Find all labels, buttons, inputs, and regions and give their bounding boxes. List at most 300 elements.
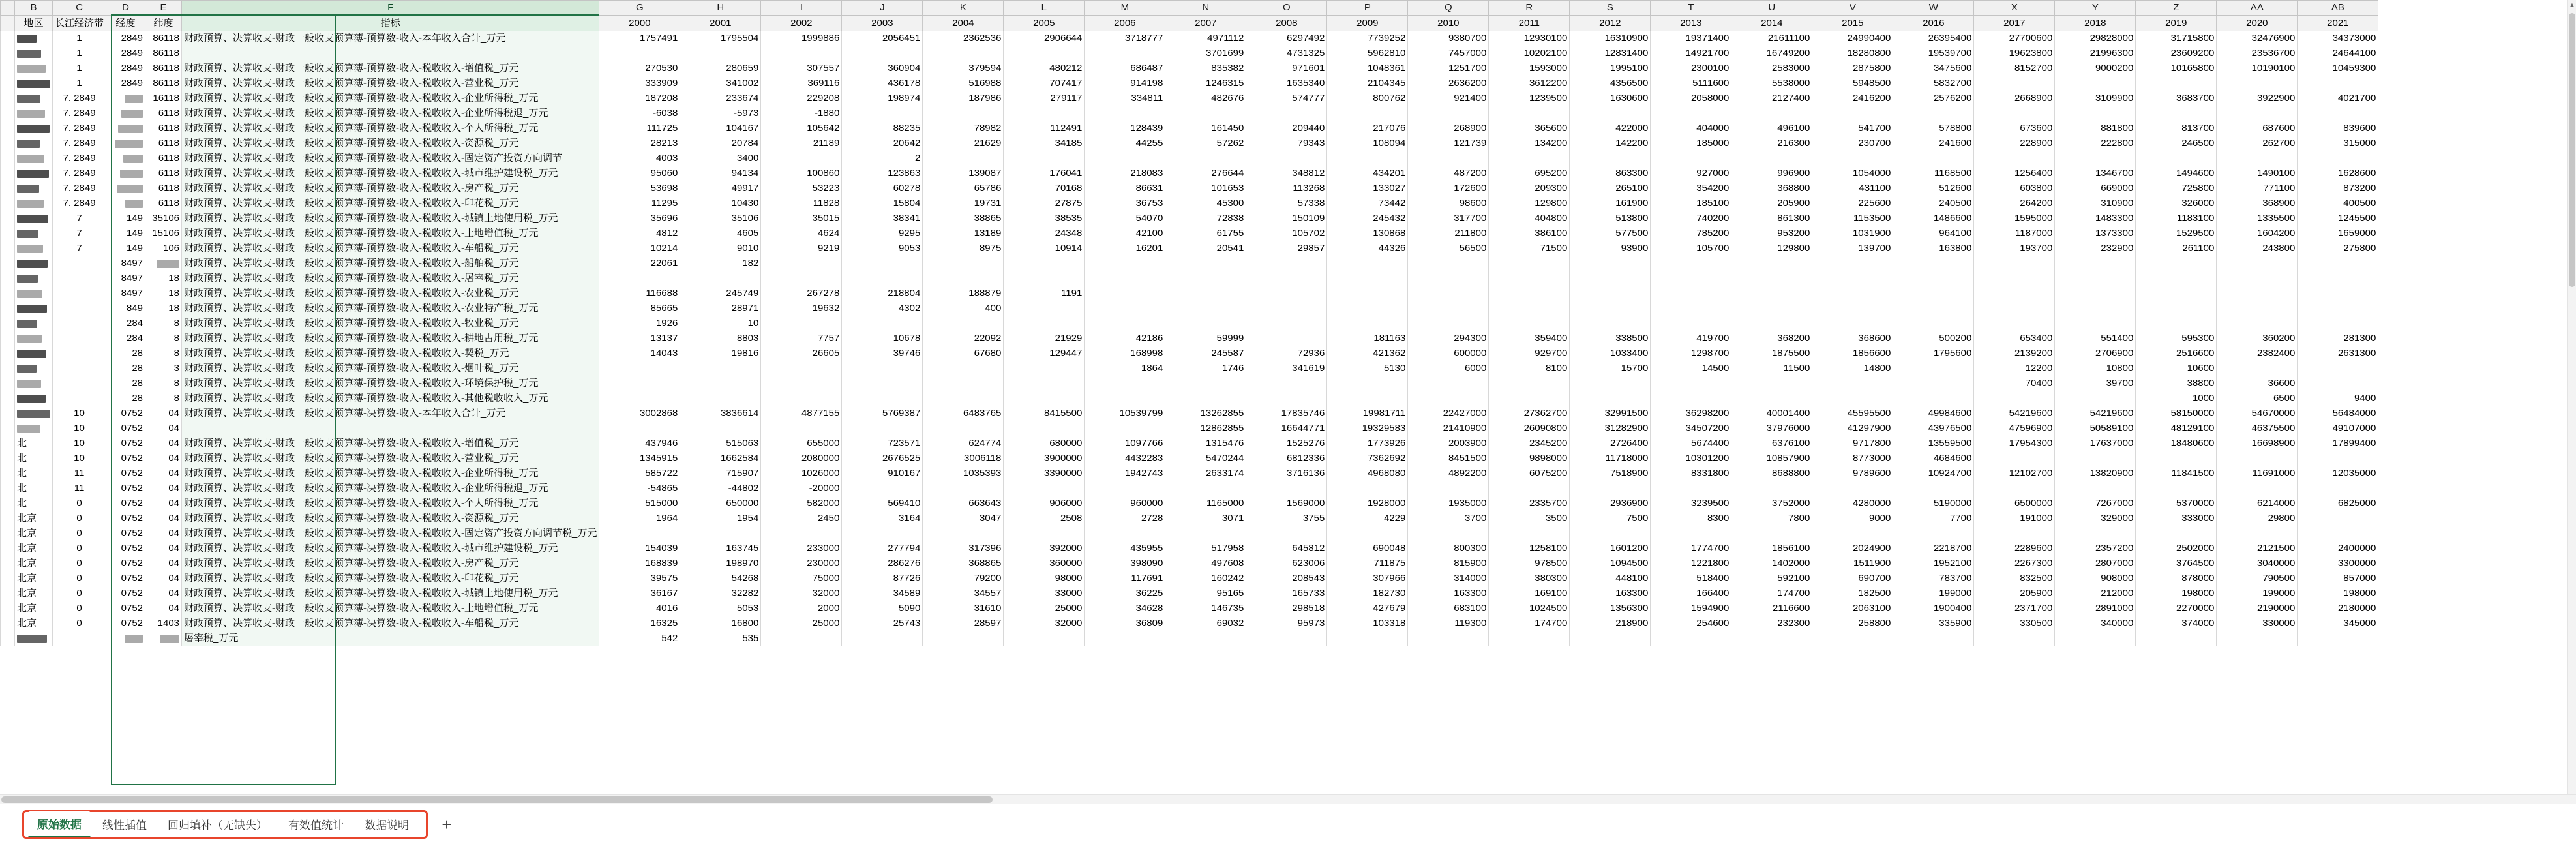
cell-belt[interactable]: 7. 2849	[53, 121, 106, 136]
column-header-q[interactable]: Q	[1408, 1, 1489, 16]
cell-value[interactable]	[1085, 316, 1165, 331]
cell-indicator[interactable]: 财政预算、决算收支-财政一般收支预算薄-预算数-收入-税收收入-房产税_万元	[182, 181, 599, 196]
cell-value[interactable]: 75000	[761, 571, 842, 586]
cell-value[interactable]: 8451500	[1408, 451, 1489, 466]
cell-latitude[interactable]	[145, 241, 182, 256]
cell-value[interactable]	[761, 256, 842, 271]
cell-belt[interactable]	[53, 286, 106, 301]
cell-value[interactable]: 24348	[1004, 226, 1085, 241]
cell-indicator[interactable]: 财政预算、决算收支-财政一般收支预算薄-预算数-收入-税收收入-资源税_万元	[182, 136, 599, 151]
cell-value[interactable]: 1954	[680, 511, 761, 526]
cell-region[interactable]	[15, 256, 53, 271]
cell-belt[interactable]: 11	[53, 481, 106, 496]
cell-belt[interactable]	[53, 301, 106, 316]
cell-latitude[interactable]	[145, 181, 182, 196]
cell-value[interactable]: 32476900	[2217, 31, 2298, 46]
cell-value[interactable]: 54070	[1085, 211, 1165, 226]
cell-value[interactable]	[2298, 151, 2378, 166]
row-number[interactable]	[1, 346, 15, 361]
cell-value[interactable]: 400	[923, 301, 1004, 316]
cell-value[interactable]: 5111600	[1651, 76, 1731, 91]
cell-value[interactable]	[1651, 106, 1731, 121]
cell-value[interactable]: 49917	[680, 181, 761, 196]
cell-value[interactable]	[1570, 106, 1651, 121]
cell-value[interactable]: 815900	[1408, 556, 1489, 571]
cell-value[interactable]	[1974, 481, 2055, 496]
cell-value[interactable]: 176041	[1004, 166, 1085, 181]
cell-region[interactable]	[15, 391, 53, 406]
cell-value[interactable]: 310900	[2055, 196, 2136, 211]
cell-value[interactable]: 1221800	[1651, 556, 1731, 571]
cell-value[interactable]: 360904	[842, 61, 923, 76]
cell-value[interactable]: 513800	[1570, 211, 1651, 226]
column-header-g[interactable]: G	[599, 1, 680, 16]
cell-value[interactable]: 44255	[1085, 136, 1165, 151]
cell-value[interactable]: 307966	[1327, 571, 1408, 586]
cell-value[interactable]: 1900400	[1893, 601, 1974, 616]
cell-region[interactable]	[15, 286, 53, 301]
field-header-cell[interactable]: 2005	[1004, 15, 1085, 31]
cell-value[interactable]	[1974, 286, 2055, 301]
cell-value[interactable]	[2055, 271, 2136, 286]
cell-value[interactable]	[1408, 271, 1489, 286]
cell-value[interactable]: 31282900	[1570, 421, 1651, 436]
cell-latitude[interactable]	[145, 421, 182, 436]
column-header-j[interactable]: J	[842, 1, 923, 16]
cell-value[interactable]: 707417	[1004, 76, 1085, 91]
cell-value[interactable]: 181163	[1327, 331, 1408, 346]
cell-value[interactable]	[2055, 391, 2136, 406]
cell-value[interactable]: 771100	[2217, 181, 2298, 196]
cell-value[interactable]: 3700	[1408, 511, 1489, 526]
cell-value[interactable]: 172600	[1408, 181, 1489, 196]
cell-value[interactable]: 1494600	[2136, 166, 2217, 181]
cell-value[interactable]: 386100	[1489, 226, 1570, 241]
cell-latitude[interactable]	[145, 316, 182, 331]
cell-value[interactable]: 29828000	[2055, 31, 2136, 46]
cell-value[interactable]: 265100	[1570, 181, 1651, 196]
cell-value[interactable]	[1974, 316, 2055, 331]
cell-value[interactable]	[1489, 526, 1570, 541]
cell-longitude[interactable]	[106, 166, 145, 181]
row-number[interactable]	[1, 121, 15, 136]
cell-value[interactable]: 11295	[599, 196, 680, 211]
cell-value[interactable]	[1651, 481, 1731, 496]
cell-value[interactable]: 368900	[2217, 196, 2298, 211]
cell-value[interactable]: 17835746	[1246, 406, 1327, 421]
cell-value[interactable]: -44802	[680, 481, 761, 496]
cell-value[interactable]: 1628600	[2298, 166, 2378, 181]
cell-value[interactable]: 317700	[1408, 211, 1489, 226]
horizontal-scrollbar[interactable]	[0, 794, 2576, 804]
cell-value[interactable]: 448100	[1570, 571, 1651, 586]
cell-value[interactable]: 2807000	[2055, 556, 2136, 571]
cell-value[interactable]	[1165, 526, 1246, 541]
cell-value[interactable]: 31715800	[2136, 31, 2217, 46]
cell-value[interactable]: 711875	[1327, 556, 1408, 571]
cell-region[interactable]	[15, 571, 53, 586]
cell-belt[interactable]: 0	[53, 511, 106, 526]
cell-longitude[interactable]	[106, 196, 145, 211]
cell-value[interactable]: 1875500	[1731, 346, 1812, 361]
cell-value[interactable]: 34185	[1004, 136, 1085, 151]
cell-value[interactable]	[1004, 361, 1085, 376]
cell-value[interactable]: 37976000	[1731, 421, 1812, 436]
cell-value[interactable]: 198000	[2136, 586, 2217, 601]
cell-value[interactable]: 19623800	[1974, 46, 2055, 61]
cell-value[interactable]: 2516600	[2136, 346, 2217, 361]
cell-value[interactable]	[842, 316, 923, 331]
cell-value[interactable]	[1408, 256, 1489, 271]
cell-value[interactable]: 98000	[1004, 571, 1085, 586]
cell-value[interactable]: 245587	[1165, 346, 1246, 361]
cell-value[interactable]: 4624	[761, 226, 842, 241]
cell-value[interactable]	[2055, 316, 2136, 331]
cell-value[interactable]: 16800	[680, 616, 761, 631]
cell-value[interactable]: 10190100	[2217, 61, 2298, 76]
cell-value[interactable]: 111725	[599, 121, 680, 136]
sheet-tab[interactable]: 数据说明	[365, 819, 409, 832]
cell-belt[interactable]: 0	[53, 556, 106, 571]
cell-value[interactable]: 4877155	[761, 406, 842, 421]
cell-value[interactable]: 4021700	[2298, 91, 2378, 106]
cell-value[interactable]	[1812, 151, 1893, 166]
cell-value[interactable]	[680, 391, 761, 406]
cell-value[interactable]: 857000	[2298, 571, 2378, 586]
table-row[interactable]	[1, 496, 2378, 511]
cell-indicator[interactable]: 财政预算、决算收支-财政一般收支预算薄-决算数-收入-税收收入-房产税_万元	[182, 556, 599, 571]
cell-belt[interactable]	[53, 256, 106, 271]
cell-value[interactable]: 354200	[1651, 181, 1731, 196]
cell-value[interactable]	[1004, 526, 1085, 541]
row-number[interactable]	[1, 151, 15, 166]
cell-value[interactable]: 79200	[923, 571, 1004, 586]
cell-value[interactable]: 790500	[2217, 571, 2298, 586]
cell-value[interactable]	[1651, 271, 1731, 286]
cell-value[interactable]: 174700	[1489, 616, 1570, 631]
cell-value[interactable]: 515000	[599, 496, 680, 511]
cell-value[interactable]: 212000	[2055, 586, 2136, 601]
cell-indicator[interactable]: 财政预算、决算收支-财政一般收支预算薄-预算数-收入-税收收入-耕地占用税_万元	[182, 331, 599, 346]
cell-latitude[interactable]	[145, 466, 182, 481]
cell-value[interactable]: 1569000	[1246, 496, 1327, 511]
cell-indicator[interactable]: 财政预算、决算收支-财政一般收支预算薄-决算数-收入-本年收入合计_万元	[182, 406, 599, 421]
row-number[interactable]	[1, 496, 15, 511]
table-row[interactable]	[1, 271, 2378, 286]
cell-value[interactable]	[923, 376, 1004, 391]
table-row[interactable]	[1, 46, 2378, 61]
cell-value[interactable]: 6483765	[923, 406, 1004, 421]
cell-value[interactable]: 233674	[680, 91, 761, 106]
cell-value[interactable]	[1974, 631, 2055, 646]
cell-value[interactable]: 1094500	[1570, 556, 1651, 571]
cell-value[interactable]	[1165, 256, 1246, 271]
cell-value[interactable]: 2936900	[1570, 496, 1651, 511]
cell-value[interactable]	[842, 46, 923, 61]
column-header-y[interactable]: Y	[2055, 1, 2136, 16]
cell-value[interactable]: 5130	[1327, 361, 1408, 376]
cell-value[interactable]	[1812, 481, 1893, 496]
cell-value[interactable]: 277794	[842, 541, 923, 556]
cell-value[interactable]	[2055, 301, 2136, 316]
cell-value[interactable]: 1746	[1165, 361, 1246, 376]
table-row[interactable]	[1, 481, 2378, 496]
column-header-f[interactable]: F	[182, 1, 599, 16]
cell-value[interactable]: 161450	[1165, 121, 1246, 136]
cell-value[interactable]	[923, 631, 1004, 646]
cell-value[interactable]: 35696	[599, 211, 680, 226]
cell-value[interactable]: 800762	[1327, 91, 1408, 106]
cell-value[interactable]: 185100	[1651, 196, 1731, 211]
cell-region[interactable]	[15, 121, 53, 136]
table-row[interactable]	[1, 556, 2378, 571]
cell-value[interactable]: 14043	[599, 346, 680, 361]
field-header-cell[interactable]: 2009	[1327, 15, 1408, 31]
cell-latitude[interactable]	[145, 331, 182, 346]
cell-value[interactable]: 70400	[1974, 376, 2055, 391]
cell-value[interactable]: 5090	[842, 601, 923, 616]
cell-value[interactable]: 2116600	[1731, 601, 1812, 616]
cell-value[interactable]: 592100	[1731, 571, 1812, 586]
cell-longitude[interactable]	[106, 376, 145, 391]
cell-value[interactable]: 34373000	[2298, 31, 2378, 46]
cell-value[interactable]	[1165, 631, 1246, 646]
cell-value[interactable]: 3718777	[1085, 31, 1165, 46]
cell-value[interactable]: 11828	[761, 196, 842, 211]
cell-value[interactable]: 669000	[2055, 181, 2136, 196]
cell-value[interactable]: 369116	[761, 76, 842, 91]
cell-value[interactable]: 3755	[1246, 511, 1327, 526]
cell-value[interactable]: 960000	[1085, 496, 1165, 511]
cell-value[interactable]: 1659000	[2298, 226, 2378, 241]
cell-indicator[interactable]: 财政预算、决算收支-财政一般收支预算薄-预算数-收入-税收收入-其他税收收入_万元	[182, 391, 599, 406]
cell-value[interactable]: 542	[599, 631, 680, 646]
cell-value[interactable]	[1812, 316, 1893, 331]
cell-value[interactable]: 146735	[1165, 601, 1246, 616]
cell-value[interactable]	[2298, 511, 2378, 526]
cell-region[interactable]	[15, 241, 53, 256]
cell-value[interactable]: 105702	[1246, 226, 1327, 241]
cell-latitude[interactable]	[145, 481, 182, 496]
cell-value[interactable]: 832500	[1974, 571, 2055, 586]
cell-value[interactable]: 6825000	[2298, 496, 2378, 511]
cell-value[interactable]	[1812, 631, 1893, 646]
cell-value[interactable]: 317396	[923, 541, 1004, 556]
cell-value[interactable]: 233000	[761, 541, 842, 556]
cell-value[interactable]	[599, 421, 680, 436]
cell-value[interactable]: 54670000	[2217, 406, 2298, 421]
column-header-n[interactable]: N	[1165, 1, 1246, 16]
cell-value[interactable]: 863300	[1570, 166, 1651, 181]
cell-longitude[interactable]	[106, 466, 145, 481]
cell-value[interactable]: 3701699	[1165, 46, 1246, 61]
cell-value[interactable]: 582000	[761, 496, 842, 511]
cell-value[interactable]: 50589100	[2055, 421, 2136, 436]
cell-value[interactable]: 10924700	[1893, 466, 1974, 481]
cell-value[interactable]	[1489, 286, 1570, 301]
cell-value[interactable]: 333909	[599, 76, 680, 91]
cell-value[interactable]: 229208	[761, 91, 842, 106]
cell-value[interactable]: 3071	[1165, 511, 1246, 526]
column-header-w[interactable]: W	[1893, 1, 1974, 16]
row-number[interactable]	[1, 391, 15, 406]
cell-value[interactable]	[1893, 256, 1974, 271]
table-row[interactable]	[1, 286, 2378, 301]
cell-value[interactable]: 2121500	[2217, 541, 2298, 556]
cell-value[interactable]: 154039	[599, 541, 680, 556]
cell-value[interactable]: 7739252	[1327, 31, 1408, 46]
cell-region[interactable]	[15, 361, 53, 376]
cell-value[interactable]	[1812, 526, 1893, 541]
cell-value[interactable]: 86631	[1085, 181, 1165, 196]
cell-value[interactable]: 199000	[2217, 586, 2298, 601]
cell-region[interactable]	[15, 76, 53, 91]
cell-indicator[interactable]: 财政预算、决算收支-财政一般收支预算薄-预算数-收入-本年收入合计_万元	[182, 31, 599, 46]
column-header-c[interactable]: C	[53, 1, 106, 16]
cell-value[interactable]: 34557	[923, 586, 1004, 601]
cell-value[interactable]	[1246, 106, 1327, 121]
cell-value[interactable]: 2289600	[1974, 541, 2055, 556]
cell-value[interactable]	[599, 526, 680, 541]
cell-value[interactable]: 2335700	[1489, 496, 1570, 511]
cell-value[interactable]: 3109900	[2055, 91, 2136, 106]
cell-value[interactable]	[923, 481, 1004, 496]
cell-value[interactable]: 294300	[1408, 331, 1489, 346]
cell-value[interactable]: 1935000	[1408, 496, 1489, 511]
cell-value[interactable]: 392000	[1004, 541, 1085, 556]
cell-value[interactable]: 398090	[1085, 556, 1165, 571]
cell-value[interactable]: 8331800	[1651, 466, 1731, 481]
cell-value[interactable]: 15804	[842, 196, 923, 211]
cell-value[interactable]	[1651, 286, 1731, 301]
field-header-cell[interactable]: 2018	[2055, 15, 2136, 31]
cell-value[interactable]: 21189	[761, 136, 842, 151]
cell-value[interactable]: 163300	[1570, 586, 1651, 601]
cell-value[interactable]: 1345915	[599, 451, 680, 466]
cell-value[interactable]	[2055, 151, 2136, 166]
cell-value[interactable]	[1085, 376, 1165, 391]
cell-region[interactable]	[15, 166, 53, 181]
cell-value[interactable]: 5053	[680, 601, 761, 616]
cell-longitude[interactable]	[106, 346, 145, 361]
cell-value[interactable]: 5832700	[1893, 76, 1974, 91]
table-row[interactable]	[1, 376, 2378, 391]
cell-belt[interactable]: 7. 2849	[53, 181, 106, 196]
cell-latitude[interactable]	[145, 271, 182, 286]
cell-value[interactable]	[1327, 301, 1408, 316]
cell-value[interactable]	[1165, 301, 1246, 316]
cell-value[interactable]: 1774700	[1651, 541, 1731, 556]
cell-value[interactable]: 9295	[842, 226, 923, 241]
cell-latitude[interactable]	[145, 196, 182, 211]
cell-region[interactable]	[15, 151, 53, 166]
cell-value[interactable]: 47596900	[1974, 421, 2055, 436]
column-header-e[interactable]: E	[145, 1, 182, 16]
cell-value[interactable]: 105642	[761, 121, 842, 136]
cell-value[interactable]	[1408, 526, 1489, 541]
cell-indicator[interactable]: 财政预算、决算收支-财政一般收支预算薄-预算数-收入-税收收入-契税_万元	[182, 346, 599, 361]
column-header-r[interactable]: R	[1489, 1, 1570, 16]
column-header-h[interactable]: H	[680, 1, 761, 16]
cell-value[interactable]: 603800	[1974, 181, 2055, 196]
cell-value[interactable]: 953200	[1731, 226, 1812, 241]
cell-value[interactable]	[1812, 271, 1893, 286]
cell-value[interactable]: 198974	[842, 91, 923, 106]
cell-latitude[interactable]	[145, 226, 182, 241]
field-header-cell[interactable]: 2012	[1570, 15, 1651, 31]
cell-value[interactable]	[1974, 301, 2055, 316]
cell-latitude[interactable]	[145, 496, 182, 511]
cell-value[interactable]	[1570, 631, 1651, 646]
cell-value[interactable]	[1327, 256, 1408, 271]
cell-region[interactable]	[15, 436, 53, 451]
cell-value[interactable]: 1795600	[1893, 346, 1974, 361]
cell-value[interactable]: 169100	[1489, 586, 1570, 601]
cell-value[interactable]: 5470244	[1165, 451, 1246, 466]
cell-value[interactable]: 1942743	[1085, 466, 1165, 481]
table-row[interactable]	[1, 316, 2378, 331]
cell-value[interactable]: 4968080	[1327, 466, 1408, 481]
cell-latitude[interactable]	[145, 91, 182, 106]
cell-value[interactable]: 1054000	[1812, 166, 1893, 181]
cell-value[interactable]: 168998	[1085, 346, 1165, 361]
cell-region[interactable]	[15, 616, 53, 631]
cell-value[interactable]: 218900	[1570, 616, 1651, 631]
cell-value[interactable]: 72936	[1246, 346, 1327, 361]
cell-value[interactable]: 10202100	[1489, 46, 1570, 61]
table-row[interactable]	[1, 526, 2378, 541]
cell-value[interactable]	[2055, 526, 2136, 541]
cell-indicator[interactable]: 财政预算、决算收支-财政一般收支预算薄-预算数-收入-税收收入-土地增值税_万元	[182, 226, 599, 241]
cell-belt[interactable]: 0	[53, 571, 106, 586]
cell-value[interactable]	[1085, 106, 1165, 121]
horizontal-scroll-thumb[interactable]	[1, 796, 993, 803]
cell-longitude[interactable]	[106, 181, 145, 196]
cell-value[interactable]	[1570, 301, 1651, 316]
cell-value[interactable]	[1246, 391, 1327, 406]
cell-value[interactable]: 2180000	[2298, 601, 2378, 616]
cell-value[interactable]: 12200	[1974, 361, 2055, 376]
cell-value[interactable]: 3683700	[2136, 91, 2217, 106]
cell-value[interactable]	[761, 421, 842, 436]
cell-value[interactable]: 1000	[2136, 391, 2217, 406]
cell-value[interactable]	[1893, 301, 1974, 316]
cell-value[interactable]: 12102700	[1974, 466, 2055, 481]
cell-value[interactable]: 1486600	[1893, 211, 1974, 226]
cell-belt[interactable]: 1	[53, 31, 106, 46]
cell-value[interactable]	[1974, 451, 2055, 466]
cell-value[interactable]: 103318	[1327, 616, 1408, 631]
cell-value[interactable]: 906000	[1004, 496, 1085, 511]
cell-value[interactable]	[761, 361, 842, 376]
cell-value[interactable]: 723571	[842, 436, 923, 451]
cell-value[interactable]	[1489, 301, 1570, 316]
cell-value[interactable]: 3716136	[1246, 466, 1327, 481]
field-header-cell[interactable]: 2013	[1651, 15, 1731, 31]
cell-value[interactable]: 240500	[1893, 196, 1974, 211]
cell-value[interactable]: 6812336	[1246, 451, 1327, 466]
cell-value[interactable]: 121739	[1408, 136, 1489, 151]
cell-longitude[interactable]	[106, 91, 145, 106]
table-row[interactable]	[1, 121, 2378, 136]
cell-value[interactable]: 31610	[923, 601, 1004, 616]
cell-value[interactable]: 2056451	[842, 31, 923, 46]
cell-region[interactable]	[15, 406, 53, 421]
cell-value[interactable]: 258800	[1812, 616, 1893, 631]
cell-longitude[interactable]	[106, 511, 145, 526]
cell-value[interactable]: 2300100	[1651, 61, 1731, 76]
cell-value[interactable]: 315000	[2298, 136, 2378, 151]
